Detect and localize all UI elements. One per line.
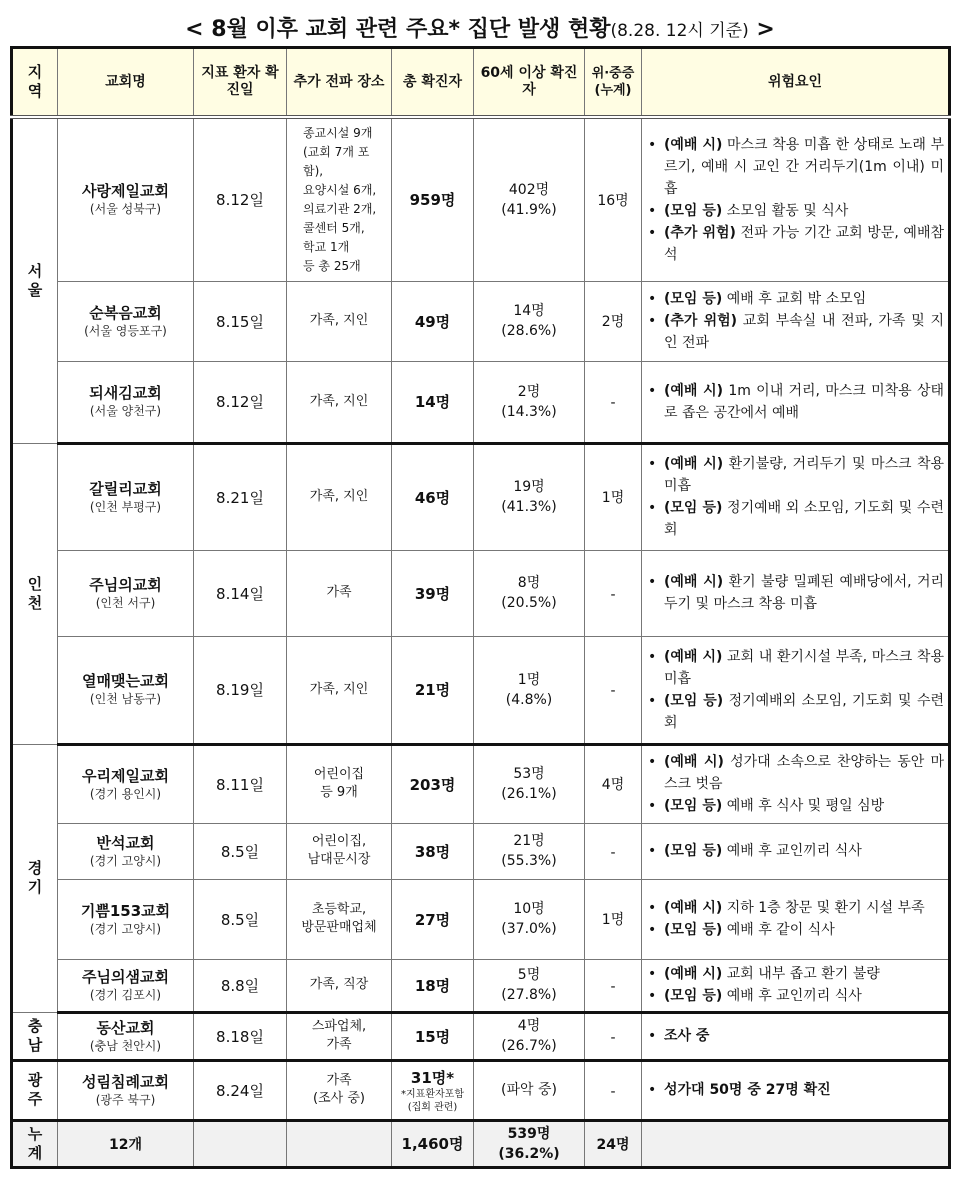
risk-text: 지하 1층 창문 및 환기 시설 부족	[722, 900, 925, 916]
risk-tag: (모임 등)	[664, 692, 724, 709]
table-row	[12, 550, 950, 636]
spread-cell	[287, 1012, 392, 1060]
church-location: (경기 고양시)	[89, 921, 162, 936]
spread-line: 요양시설 6개,	[303, 182, 377, 197]
spread-line: 방문판매업체	[301, 920, 377, 935]
severe-cell: -	[585, 550, 642, 636]
index-date-cell: 8.18일	[194, 1012, 287, 1060]
totals-severe: 24명	[585, 1120, 642, 1167]
risk-text: 조사 중	[664, 1028, 710, 1044]
spread-line: 종교시설 9개	[303, 125, 373, 140]
spread-line: 가족	[326, 585, 352, 600]
spread-line: 가족	[326, 1037, 352, 1052]
severe-cell: -	[585, 823, 642, 879]
spread-cell	[287, 443, 392, 550]
church-name: 열매맺는교회	[82, 672, 169, 690]
risk-item	[646, 919, 944, 941]
spread-line: 스파업체,	[311, 1019, 367, 1034]
title-main: < 8월 이후 교회 관련 주요* 집단 발생 현황	[185, 17, 611, 42]
spread-cell	[287, 879, 392, 959]
risk-item	[646, 134, 944, 200]
risk-text: 소모임 활동 및 식사	[722, 202, 849, 219]
risk-cell	[642, 1012, 950, 1060]
spread-line: 등 총 25개	[303, 258, 361, 273]
outbreak-table	[10, 46, 951, 1169]
risk-cell	[642, 117, 950, 281]
header-spread: 추가 전파 장소	[287, 48, 392, 118]
risk-item	[646, 1025, 944, 1047]
risk-text: 1m 이내 거리, 마스크 미착용 상태로 좁은 공간에서 예배	[664, 382, 945, 421]
church-location: (광주 북구)	[95, 1092, 156, 1107]
totals-church-count: 12개	[58, 1120, 194, 1167]
totals-empty-risk	[642, 1120, 950, 1167]
spread-cell	[287, 636, 392, 744]
risk-tag: (추가 위험)	[664, 224, 736, 241]
spread-cell	[287, 744, 392, 823]
table-row	[12, 823, 950, 879]
table-row	[12, 443, 950, 550]
spread-line: 초등학교,	[311, 902, 367, 917]
severe-cell: -	[585, 361, 642, 443]
risk-item	[646, 690, 944, 734]
header-elderly: 60세 이상 확진자	[474, 48, 585, 118]
church-name: 순복음교회	[89, 303, 162, 322]
spread-cell	[287, 550, 392, 636]
risk-item	[646, 751, 944, 795]
total-cell: 38명	[392, 823, 474, 879]
bullet-icon: •	[648, 456, 657, 472]
risk-cell	[642, 443, 950, 550]
risk-item	[646, 963, 944, 985]
risk-text: 교회 내 환기시설 부족, 마스크 착용 미흡	[664, 648, 944, 687]
table-row	[12, 1060, 950, 1120]
spread-line: 콜센터 5개,	[303, 220, 365, 235]
total-cell: 21명	[392, 636, 474, 744]
bullet-icon: •	[648, 922, 657, 938]
bullet-icon: •	[648, 224, 657, 241]
risk-text: 환기 불량 밀폐된 예배당에서, 거리두기 및 마스크 착용 미흡	[664, 574, 944, 612]
risk-tag: (예배 시)	[664, 456, 724, 472]
table-row	[12, 361, 950, 443]
risk-text: 성가대 50명 중 27명 확진	[664, 1082, 831, 1098]
elderly-cell: 21명 (55.3%)	[474, 823, 585, 879]
church-name: 기쁨153교회	[80, 901, 171, 920]
spread-line: 가족, 지인	[309, 393, 369, 409]
church-cell	[58, 550, 194, 636]
spread-line: 가족, 직장	[309, 977, 369, 992]
region-cell: 서울	[12, 117, 58, 443]
elderly-cell: 1명 (4.8%)	[474, 636, 585, 744]
risk-item	[646, 897, 944, 919]
bullet-icon: •	[648, 648, 657, 665]
severe-cell: 2명	[585, 281, 642, 361]
total-cell: 27명	[392, 879, 474, 959]
church-cell	[58, 879, 194, 959]
spread-line: 가족	[326, 1073, 352, 1088]
total-cell: 31명* *지표환자포함 (집회 관련)	[392, 1060, 474, 1120]
risk-tag: (예배 시)	[664, 900, 723, 916]
bullet-icon: •	[648, 1082, 657, 1098]
spread-line: 학교 1개	[303, 239, 350, 254]
bullet-icon: •	[648, 754, 657, 770]
index-date-cell: 8.19일	[194, 636, 287, 744]
risk-text: 마스크 착용 미흡 한 상태로 노래 부르기, 예배 시 교인 간 거리두기(1m 이내) 미흡	[664, 136, 944, 197]
church-location: (인천 남동구)	[89, 692, 162, 706]
elderly-cell: 19명 (41.3%)	[474, 443, 585, 550]
bullet-icon: •	[648, 1028, 657, 1044]
region-cell: 인천	[12, 443, 58, 744]
risk-item	[646, 795, 944, 817]
church-name: 주님의샘교회	[82, 967, 169, 986]
spread-cell	[287, 117, 392, 281]
severe-cell: 16명	[585, 117, 642, 281]
risk-item	[646, 646, 944, 690]
bullet-icon: •	[648, 500, 657, 516]
church-cell	[58, 1012, 194, 1060]
risk-text: 예배 후 교회 밖 소모임	[722, 291, 867, 307]
elderly-cell: 4명 (26.7%)	[474, 1012, 585, 1060]
church-cell	[58, 823, 194, 879]
risk-tag: (모임 등)	[664, 843, 723, 859]
bullet-icon: •	[648, 988, 657, 1004]
risk-tag: (모임 등)	[664, 798, 723, 814]
risk-item	[646, 310, 944, 354]
severe-cell: -	[585, 959, 642, 1012]
risk-tag: (예배 시)	[664, 754, 724, 770]
church-location: (경기 용인시)	[89, 786, 162, 801]
risk-tag: (예배 시)	[664, 382, 724, 399]
risk-text: 예배 후 교인끼리 식사	[722, 843, 862, 859]
risk-tag: (추가 위험)	[664, 313, 738, 329]
risk-cell	[642, 281, 950, 361]
spread-cell	[287, 281, 392, 361]
risk-text: 정기예배 외 소모임, 기도회 및 수련회	[664, 500, 944, 538]
elderly-cell: 8명 (20.5%)	[474, 550, 585, 636]
church-name: 되새김교회	[89, 384, 162, 402]
severe-cell: 4명	[585, 744, 642, 823]
church-location: (경기 김포시)	[89, 987, 162, 1002]
church-name: 주님의교회	[89, 575, 162, 594]
spread-line: 가족, 지인	[309, 489, 369, 504]
severe-cell: 1명	[585, 879, 642, 959]
title-sub: (8.28. 12시 기준)	[610, 21, 749, 41]
region-cell: 광주	[12, 1060, 58, 1120]
severe-cell: -	[585, 1060, 642, 1120]
table-row	[12, 744, 950, 823]
risk-tag: (예배 시)	[664, 648, 723, 665]
index-date-cell: 8.11일	[194, 744, 287, 823]
spread-line: 어린이집	[313, 767, 365, 782]
church-name: 우리제일교회	[82, 766, 169, 785]
church-location: (서울 양천구)	[89, 404, 162, 418]
spread-line: 등 9개	[320, 785, 358, 800]
severe-cell: -	[585, 636, 642, 744]
risk-item	[646, 200, 944, 222]
bullet-icon: •	[648, 798, 657, 814]
total-cell: 46명	[392, 443, 474, 550]
risk-text: 성가대 소속으로 찬양하는 동안 마스크 벗음	[664, 754, 944, 792]
bullet-icon: •	[648, 313, 657, 329]
bullet-icon: •	[648, 900, 657, 916]
index-date-cell: 8.5일	[194, 879, 287, 959]
risk-text: 교회 내부 좁고 환기 불량	[722, 966, 880, 982]
risk-item	[646, 840, 944, 862]
risk-text: 환기불량, 거리두기 및 마스크 착용 미흡	[664, 456, 944, 494]
risk-item	[646, 288, 944, 310]
index-date-cell: 8.12일	[194, 117, 287, 281]
header-region: 지역	[12, 48, 58, 118]
index-date-cell: 8.21일	[194, 443, 287, 550]
totals-empty-date	[194, 1120, 287, 1167]
risk-cell	[642, 823, 950, 879]
risk-cell	[642, 636, 950, 744]
risk-item	[646, 1079, 944, 1101]
severe-cell: -	[585, 1012, 642, 1060]
index-date-cell: 8.24일	[194, 1060, 287, 1120]
church-name: 반석교회	[96, 833, 155, 852]
elderly-cell: 2명 (14.3%)	[474, 361, 585, 443]
table-row	[12, 117, 950, 281]
risk-tag: (모임 등)	[664, 500, 723, 516]
church-cell	[58, 1060, 194, 1120]
church-cell	[58, 443, 194, 550]
index-date-cell: 8.15일	[194, 281, 287, 361]
risk-cell	[642, 879, 950, 959]
severe-cell: 1명	[585, 443, 642, 550]
risk-text: 전파 가능 기간 교회 방문, 예배참석	[664, 224, 944, 263]
header-row	[12, 48, 950, 118]
church-location: (서울 성북구)	[89, 202, 162, 217]
risk-tag: (모임 등)	[664, 291, 723, 307]
header-total: 총 확진자	[392, 48, 474, 118]
church-cell	[58, 117, 194, 281]
risk-item	[646, 985, 944, 1007]
table-row	[12, 959, 950, 1012]
risk-item	[646, 380, 944, 424]
spread-line: 가족, 지인	[309, 313, 369, 328]
totals-elderly-cell: 539명 (36.2%)	[474, 1120, 585, 1167]
church-location: (충남 천안시)	[89, 1038, 162, 1053]
spread-line: 어린이집,	[311, 834, 367, 849]
spread-cell	[287, 1060, 392, 1120]
elderly-cell: 10명 (37.0%)	[474, 879, 585, 959]
spread-line: 가족, 지인	[309, 681, 369, 697]
table-row	[12, 281, 950, 361]
total-note-2: (집회 관련)	[407, 1101, 458, 1113]
risk-cell	[642, 1060, 950, 1120]
risk-tag: (모임 등)	[664, 202, 723, 219]
risk-tag: (모임 등)	[664, 988, 723, 1004]
risk-tag: (예배 시)	[664, 136, 723, 153]
bullet-icon: •	[648, 291, 657, 307]
totals-empty-spread	[287, 1120, 392, 1167]
church-cell	[58, 744, 194, 823]
risk-cell	[642, 550, 950, 636]
table-row	[12, 1012, 950, 1060]
header-church: 교회명	[58, 48, 194, 118]
spread-cell	[287, 361, 392, 443]
elderly-cell: (파악 중)	[474, 1060, 585, 1120]
spread-line: (교회 7개 포함),	[303, 144, 370, 178]
church-cell	[58, 959, 194, 1012]
total-cell: 39명	[392, 550, 474, 636]
total-cell: 14명	[392, 361, 474, 443]
risk-cell	[642, 361, 950, 443]
bullet-icon: •	[648, 966, 657, 982]
risk-text: 정기예배외 소모임, 기도회 및 수련회	[664, 692, 944, 731]
total-note: *지표환자포함	[401, 1088, 464, 1100]
risk-tag: (예배 시)	[664, 966, 723, 982]
totals-label-cell: 누계	[12, 1120, 58, 1167]
risk-item	[646, 222, 944, 266]
total-cell: 49명	[392, 281, 474, 361]
index-date-cell: 8.12일	[194, 361, 287, 443]
header-index-date: 지표 환자 확진일	[194, 48, 287, 118]
bullet-icon: •	[648, 202, 657, 219]
church-location: (인천 부평구)	[89, 499, 162, 514]
church-location: (서울 영등포구)	[84, 323, 167, 338]
totals-row	[12, 1120, 950, 1167]
index-date-cell: 8.5일	[194, 823, 287, 879]
table-body	[12, 117, 950, 1167]
church-location: (인천 서구)	[95, 595, 156, 610]
risk-cell	[642, 959, 950, 1012]
church-name: 동산교회	[96, 1018, 155, 1037]
risk-cell	[642, 744, 950, 823]
risk-text: 교회 부속실 내 전파, 가족 및 지인 전파	[664, 313, 944, 351]
elderly-cell: 14명 (28.6%)	[474, 281, 585, 361]
region-cell: 경기	[12, 744, 58, 1012]
spread-line: 의료기관 2개,	[303, 201, 377, 216]
table-row	[12, 879, 950, 959]
church-cell	[58, 636, 194, 744]
church-location: (경기 고양시)	[89, 853, 162, 868]
table-row	[12, 636, 950, 744]
index-date-cell: 8.8일	[194, 959, 287, 1012]
church-name: 사랑제일교회	[82, 182, 169, 201]
church-cell	[58, 281, 194, 361]
header-severe: 위·중증 (누계)	[585, 48, 642, 118]
total-cell: 203명	[392, 744, 474, 823]
spread-line: 남대문시장	[307, 852, 371, 867]
bullet-icon: •	[648, 574, 657, 590]
risk-text: 예배 후 같이 식사	[722, 922, 835, 938]
risk-tag: (예배 시)	[664, 574, 724, 590]
spread-cell	[287, 823, 392, 879]
elderly-cell: 5명 (27.8%)	[474, 959, 585, 1012]
risk-text: 예배 후 교인끼리 식사	[722, 988, 862, 1004]
bullet-icon: •	[648, 692, 657, 709]
bullet-icon: •	[648, 382, 657, 399]
church-cell	[58, 361, 194, 443]
risk-item	[646, 453, 944, 497]
totals-total: 1,460명	[392, 1120, 474, 1167]
page-title	[0, 12, 960, 43]
total-cell: 15명	[392, 1012, 474, 1060]
total-cell: 959명	[392, 117, 474, 281]
spread-cell	[287, 959, 392, 1012]
header-risk: 위험요인	[642, 48, 950, 118]
total-cell: 18명	[392, 959, 474, 1012]
risk-item	[646, 571, 944, 615]
bullet-icon: •	[648, 136, 657, 153]
title-end: >	[748, 17, 775, 42]
spread-line: (조사 중)	[313, 1091, 365, 1106]
risk-text: 예배 후 식사 및 평일 심방	[722, 798, 885, 814]
elderly-cell: 53명 (26.1%)	[474, 744, 585, 823]
index-date-cell: 8.14일	[194, 550, 287, 636]
risk-item	[646, 497, 944, 541]
church-name: 성림침례교회	[82, 1072, 169, 1091]
region-cell: 충남	[12, 1012, 58, 1060]
church-name: 갈릴리교회	[89, 479, 162, 498]
elderly-cell: 402명 (41.9%)	[474, 117, 585, 281]
bullet-icon: •	[648, 843, 657, 859]
risk-tag: (모임 등)	[664, 922, 723, 938]
